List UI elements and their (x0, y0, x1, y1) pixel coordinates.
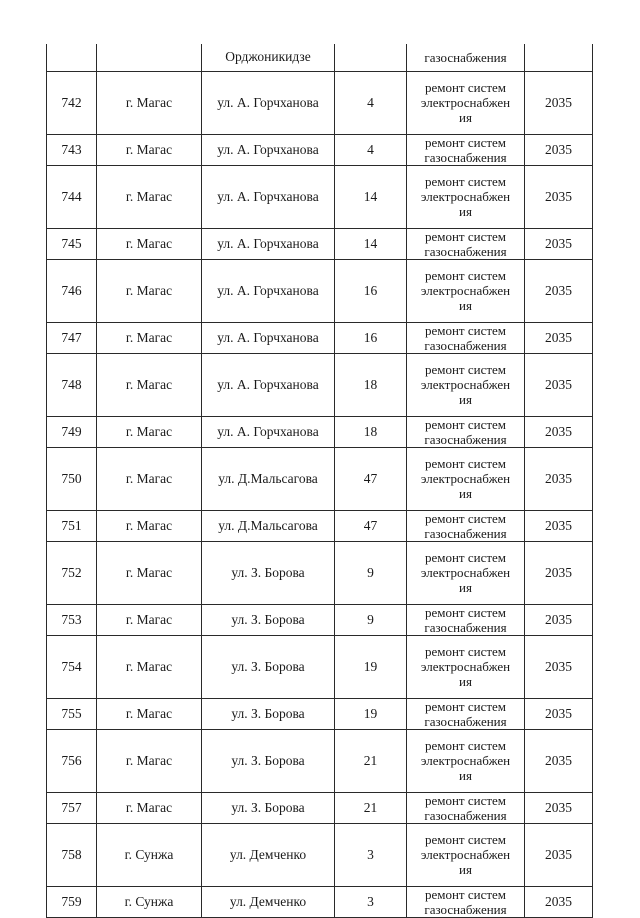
cell-city: г. Магас (97, 510, 202, 541)
cell-work: газоснабжения (407, 44, 525, 71)
table-row-continued (47, 44, 593, 71)
table-row (47, 698, 593, 729)
cell-year: 2035 (525, 510, 593, 541)
work-line: электроснабжен (420, 189, 511, 204)
cell-work (407, 322, 525, 353)
cell-work (407, 228, 525, 259)
cell-street: ул. А. Горчханова (202, 228, 335, 259)
cell-street: ул. Демченко (202, 823, 335, 886)
cell-city: г. Магас (97, 134, 202, 165)
cell-work (407, 165, 525, 228)
cell-street: ул. З. Борова (202, 698, 335, 729)
cell-year: 2035 (525, 259, 593, 322)
work-line: ремонт систем (424, 362, 507, 377)
cell-city: г. Магас (97, 729, 202, 792)
cell-num: 757 (47, 792, 97, 823)
cell-city (97, 44, 202, 71)
cell-year: 2035 (525, 635, 593, 698)
cell-street: ул. А. Горчханова (202, 353, 335, 416)
cell-city: г. Магас (97, 71, 202, 134)
cell-year: 2035 (525, 322, 593, 353)
cell-street: ул. З. Борова (202, 729, 335, 792)
table-row (47, 134, 593, 165)
cell-num: 751 (47, 510, 97, 541)
cell-year: 2035 (525, 71, 593, 134)
cell-city: г. Магас (97, 698, 202, 729)
cell-work (407, 541, 525, 604)
table-row (47, 447, 593, 510)
cell-house: 18 (335, 416, 407, 447)
cell-street: ул. А. Горчханова (202, 165, 335, 228)
cell-year: 2035 (525, 729, 593, 792)
cell-num: 754 (47, 635, 97, 698)
cell-city: г. Магас (97, 792, 202, 823)
cell-num: 744 (47, 165, 97, 228)
cell-work (407, 259, 525, 322)
cell-house: 16 (335, 259, 407, 322)
work-line: электроснабжен (420, 283, 511, 298)
cell-num: 755 (47, 698, 97, 729)
cell-year: 2035 (525, 447, 593, 510)
work-line: газоснабжения (424, 431, 507, 447)
work-line: ия (459, 110, 472, 125)
cell-num (47, 44, 97, 71)
cell-num: 749 (47, 416, 97, 447)
work-line: ия (459, 862, 472, 877)
table-row (47, 729, 593, 792)
cell-street: ул. А. Горчханова (202, 322, 335, 353)
cell-street: ул. З. Борова (202, 604, 335, 635)
cell-city: г. Магас (97, 541, 202, 604)
work-line: ремонт систем (424, 604, 507, 620)
table-row (47, 322, 593, 353)
cell-house: 19 (335, 635, 407, 698)
cell-city: г. Магас (97, 447, 202, 510)
work-line: ия (459, 674, 472, 689)
cell-work (407, 635, 525, 698)
cell-year: 2035 (525, 604, 593, 635)
work-line: газоснабжения (424, 807, 507, 823)
table-row (47, 886, 593, 917)
work-line: ремонт систем (424, 134, 507, 150)
cell-year (525, 44, 593, 71)
cell-street: ул. Демченко (202, 886, 335, 917)
cell-house: 16 (335, 322, 407, 353)
cell-house: 4 (335, 134, 407, 165)
work-line: электроснабжен (420, 753, 511, 768)
cell-year: 2035 (525, 698, 593, 729)
work-line: ремонт систем (424, 510, 507, 526)
cell-house: 3 (335, 823, 407, 886)
cell-city: г. Магас (97, 635, 202, 698)
cell-num: 742 (47, 71, 97, 134)
cell-work (407, 71, 525, 134)
work-line: электроснабжен (420, 847, 511, 862)
work-line: ия (459, 298, 472, 313)
cell-year: 2035 (525, 165, 593, 228)
work-line: электроснабжен (420, 471, 511, 486)
work-line: ремонт систем (424, 322, 507, 338)
table-row (47, 165, 593, 228)
cell-work (407, 823, 525, 886)
table-row (47, 604, 593, 635)
work-line: ремонт систем (424, 228, 507, 244)
work-line: ремонт систем (424, 792, 507, 808)
table-row (47, 792, 593, 823)
cell-city: г. Магас (97, 416, 202, 447)
cell-city: г. Магас (97, 353, 202, 416)
work-line: ремонт систем (424, 268, 507, 283)
work-line: электроснабжен (420, 95, 511, 110)
cell-year: 2035 (525, 134, 593, 165)
cell-house: 9 (335, 541, 407, 604)
cell-house: 9 (335, 604, 407, 635)
cell-work (407, 698, 525, 729)
registry-table-body (47, 44, 593, 917)
work-line: ремонт систем (424, 80, 507, 95)
cell-year: 2035 (525, 416, 593, 447)
cell-num: 745 (47, 228, 97, 259)
cell-year: 2035 (525, 886, 593, 917)
table-row (47, 541, 593, 604)
cell-street: ул. А. Горчханова (202, 134, 335, 165)
work-line: электроснабжен (420, 565, 511, 580)
work-line: ремонт систем (424, 416, 507, 432)
cell-work (407, 416, 525, 447)
cell-street: ул. А. Горчханова (202, 71, 335, 134)
cell-work (407, 510, 525, 541)
cell-city: г. Магас (97, 604, 202, 635)
cell-house: 14 (335, 165, 407, 228)
cell-city: г. Магас (97, 228, 202, 259)
cell-house: 47 (335, 510, 407, 541)
cell-year: 2035 (525, 353, 593, 416)
cell-house: 21 (335, 729, 407, 792)
cell-num: 746 (47, 259, 97, 322)
cell-house: 4 (335, 71, 407, 134)
cell-year: 2035 (525, 792, 593, 823)
work-line: газоснабжения (424, 619, 507, 635)
table-row (47, 228, 593, 259)
cell-house (335, 44, 407, 71)
cell-house: 14 (335, 228, 407, 259)
cell-work (407, 447, 525, 510)
cell-num: 752 (47, 541, 97, 604)
work-line: газоснабжения (424, 337, 507, 353)
cell-city: г. Магас (97, 322, 202, 353)
table-row (47, 259, 593, 322)
cell-street: ул. З. Борова (202, 792, 335, 823)
cell-num: 753 (47, 604, 97, 635)
work-line: ремонт систем (424, 738, 507, 753)
cell-year: 2035 (525, 541, 593, 604)
cell-city: г. Сунжа (97, 886, 202, 917)
work-line: ремонт систем (424, 644, 507, 659)
registry-table (46, 44, 593, 918)
work-line: ремонт систем (424, 550, 507, 565)
table-row (47, 353, 593, 416)
work-line: ия (459, 204, 472, 219)
work-line: ремонт систем (424, 886, 507, 902)
table-row (47, 71, 593, 134)
cell-city: г. Магас (97, 259, 202, 322)
table-row (47, 416, 593, 447)
cell-house: 18 (335, 353, 407, 416)
table-row (47, 510, 593, 541)
cell-num: 750 (47, 447, 97, 510)
work-line: газоснабжения (424, 901, 507, 917)
table-row (47, 823, 593, 886)
cell-work (407, 604, 525, 635)
table-row (47, 635, 593, 698)
cell-year: 2035 (525, 228, 593, 259)
work-line: ремонт систем (424, 698, 507, 714)
cell-street: ул. А. Горчханова (202, 259, 335, 322)
cell-street: ул. З. Борова (202, 541, 335, 604)
work-line: ия (459, 486, 472, 501)
cell-house: 47 (335, 447, 407, 510)
work-line: газоснабжения (424, 243, 507, 259)
work-line: газоснабжения (424, 713, 507, 729)
work-line: ия (459, 580, 472, 595)
cell-year: 2035 (525, 823, 593, 886)
work-line: ремонт систем (424, 456, 507, 471)
work-line: ия (459, 768, 472, 783)
cell-city: г. Сунжа (97, 823, 202, 886)
cell-work (407, 886, 525, 917)
cell-num: 747 (47, 322, 97, 353)
cell-street: Орджоникидзе (202, 44, 335, 71)
cell-street: ул. А. Горчханова (202, 416, 335, 447)
work-line: ия (459, 392, 472, 407)
cell-house: 21 (335, 792, 407, 823)
cell-work (407, 792, 525, 823)
work-line: газоснабжения (424, 149, 507, 165)
work-line: газоснабжения (424, 525, 507, 541)
cell-house: 3 (335, 886, 407, 917)
work-line: ремонт систем (424, 174, 507, 189)
cell-num: 748 (47, 353, 97, 416)
work-line: электроснабжен (420, 377, 511, 392)
cell-street: ул. Д.Мальсагова (202, 447, 335, 510)
cell-street: ул. Д.Мальсагова (202, 510, 335, 541)
cell-num: 756 (47, 729, 97, 792)
cell-work (407, 729, 525, 792)
work-line: ремонт систем (424, 832, 507, 847)
cell-num: 758 (47, 823, 97, 886)
cell-work (407, 134, 525, 165)
cell-num: 743 (47, 134, 97, 165)
cell-num: 759 (47, 886, 97, 917)
work-line: электроснабжен (420, 659, 511, 674)
cell-house: 19 (335, 698, 407, 729)
cell-street: ул. З. Борова (202, 635, 335, 698)
cell-work (407, 353, 525, 416)
cell-city: г. Магас (97, 165, 202, 228)
